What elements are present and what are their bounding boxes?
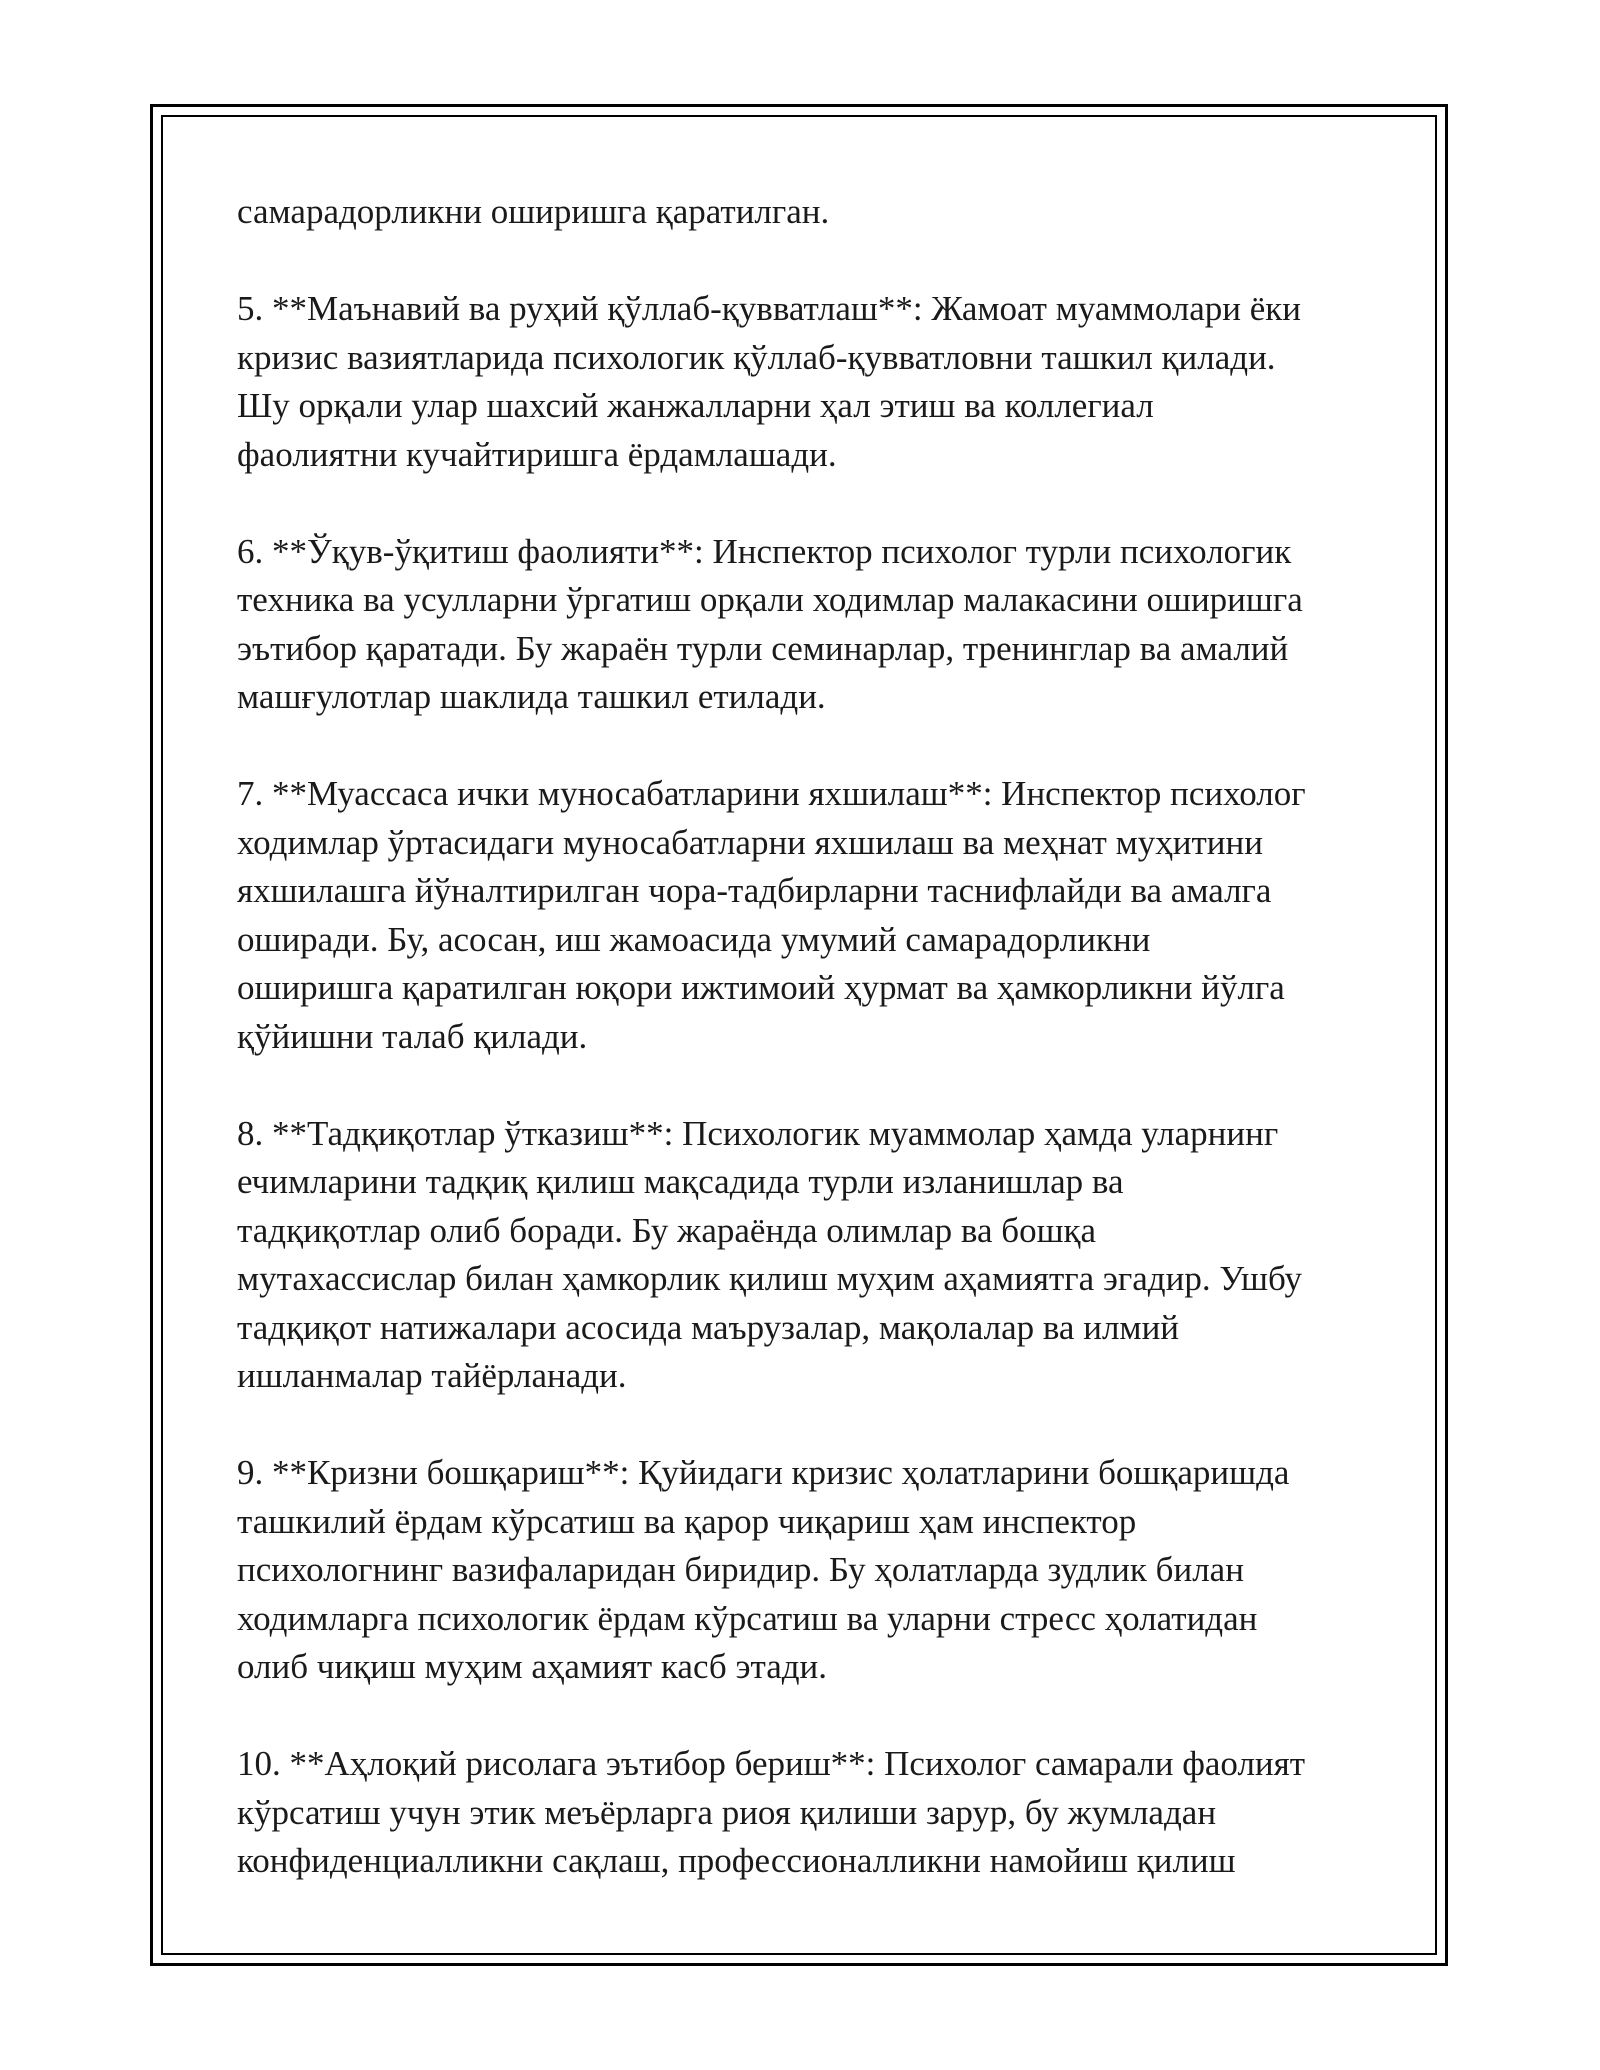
text-line: кризис вазиятларида психологик қўллаб-қувватловни ташкил қилади. — [237, 337, 1276, 377]
paragraph-item-5 — [237, 285, 1377, 479]
paragraph-spacer — [237, 1692, 1377, 1741]
paragraph-item-8 — [237, 1110, 1377, 1401]
text-line: тадқиқотлар олиб боради. Бу жараёнда олимлар ва бошқа — [237, 1210, 1097, 1250]
text-line: ходимларга психологик ёрдам кўрсатиш ва уларни стресс ҳолатидан — [237, 1598, 1258, 1638]
text-line: ташкилий ёрдам кўрсатиш ва қарор чиқариш ҳам инспектор — [237, 1501, 1137, 1541]
text-line: 7. **Муассаса ички муносабатларини яхшилаш**: Инспектор психолог — [237, 774, 1306, 813]
text-line: ишланмалар тайёрланади. — [237, 1356, 627, 1395]
paragraph-spacer — [237, 237, 1377, 286]
text-line: 10. **Аҳлоқий рисолага эътибор бериш**: Психолог самарали фаолият — [237, 1744, 1306, 1783]
text-line: яхшилашга йўналтирилган чора-тадбирларни таснифлайди ва амалга — [237, 871, 1272, 910]
text-line: оширади. Бу, асосан, иш жамоасида умумий самарадорликни — [237, 919, 1151, 959]
paragraph-item-10 — [237, 1740, 1377, 1886]
text-line: оширишга қаратилган юқори ижтимоий ҳурмат ва ҳамкорликни йўлга — [237, 968, 1285, 1007]
text-line: самарадорликни оширишга қаратилган. — [237, 192, 830, 231]
text-line: машғулотлар шаклида ташкил етилади. — [237, 677, 826, 716]
text-line: эътибор қаратади. Бу жараён турли семинарлар, тренинглар ва амалий — [237, 628, 1289, 668]
paragraph-spacer — [237, 1061, 1377, 1110]
paragraph-item-9 — [237, 1449, 1377, 1692]
paragraph-item-6 — [237, 528, 1377, 722]
text-line: 5. **Маънавий ва руҳий қўллаб-қувватлаш**: Жамоат муаммолари ёки — [237, 289, 1302, 328]
text-line: психологнинг вазифаларидан биридир. Бу ҳолатларда зудлик билан — [237, 1550, 1244, 1589]
text-line: техника ва усулларни ўргатиш орқали ходимлар малакасини оширишга — [237, 580, 1303, 619]
text-line: тадқиқот натижалари асосида маърузалар, мақолалар ва илмий — [237, 1307, 1180, 1347]
text-line: 8. **Тадқиқотлар ўтказиш**: Психологик муаммолар ҳамда уларнинг — [237, 1113, 1279, 1153]
text-line: қўйишни талаб қилади. — [237, 1016, 588, 1056]
text-line: олиб чиқиш муҳим аҳамият касб этади. — [237, 1647, 828, 1686]
paragraph-intro-tail — [237, 188, 1377, 237]
text-line: ходимлар ўртасидаги муносабатларни яхшилаш ва меҳнат муҳитини — [237, 822, 1263, 862]
paragraph-spacer — [237, 1401, 1377, 1450]
text-line: фаолиятни кучайтиришга ёрдамлашади. — [237, 434, 837, 474]
text-line: мутахассислар билан ҳамкорлик қилиш муҳим аҳамиятга эгадир. Ушбу — [237, 1259, 1302, 1298]
text-line: 6. **Ўқув-ўқитиш фаолияти**: Инспектор психолог турли психологик — [237, 531, 1292, 571]
document-body — [237, 188, 1377, 1886]
text-line: Шу орқали улар шахсий жанжалларни ҳал этиш ва коллегиал — [237, 386, 1154, 425]
paragraph-spacer — [237, 479, 1377, 528]
text-line: конфиденциалликни сақлаш, профессионалликни намойиш қилиш — [237, 1841, 1236, 1880]
text-line: кўрсатиш учун этик меъёрларга риоя қилиши зарур, бу жумладан — [237, 1792, 1217, 1832]
text-line: ечимларини тадқиқ қилиш мақсадида турли изланишлар ва — [237, 1162, 1124, 1201]
paragraph-item-7 — [237, 770, 1377, 1061]
text-line: 9. **Кризни бошқариш**: Қуйидаги кризис ҳолатларини бошқаришда — [237, 1453, 1290, 1492]
paragraph-spacer — [237, 722, 1377, 771]
